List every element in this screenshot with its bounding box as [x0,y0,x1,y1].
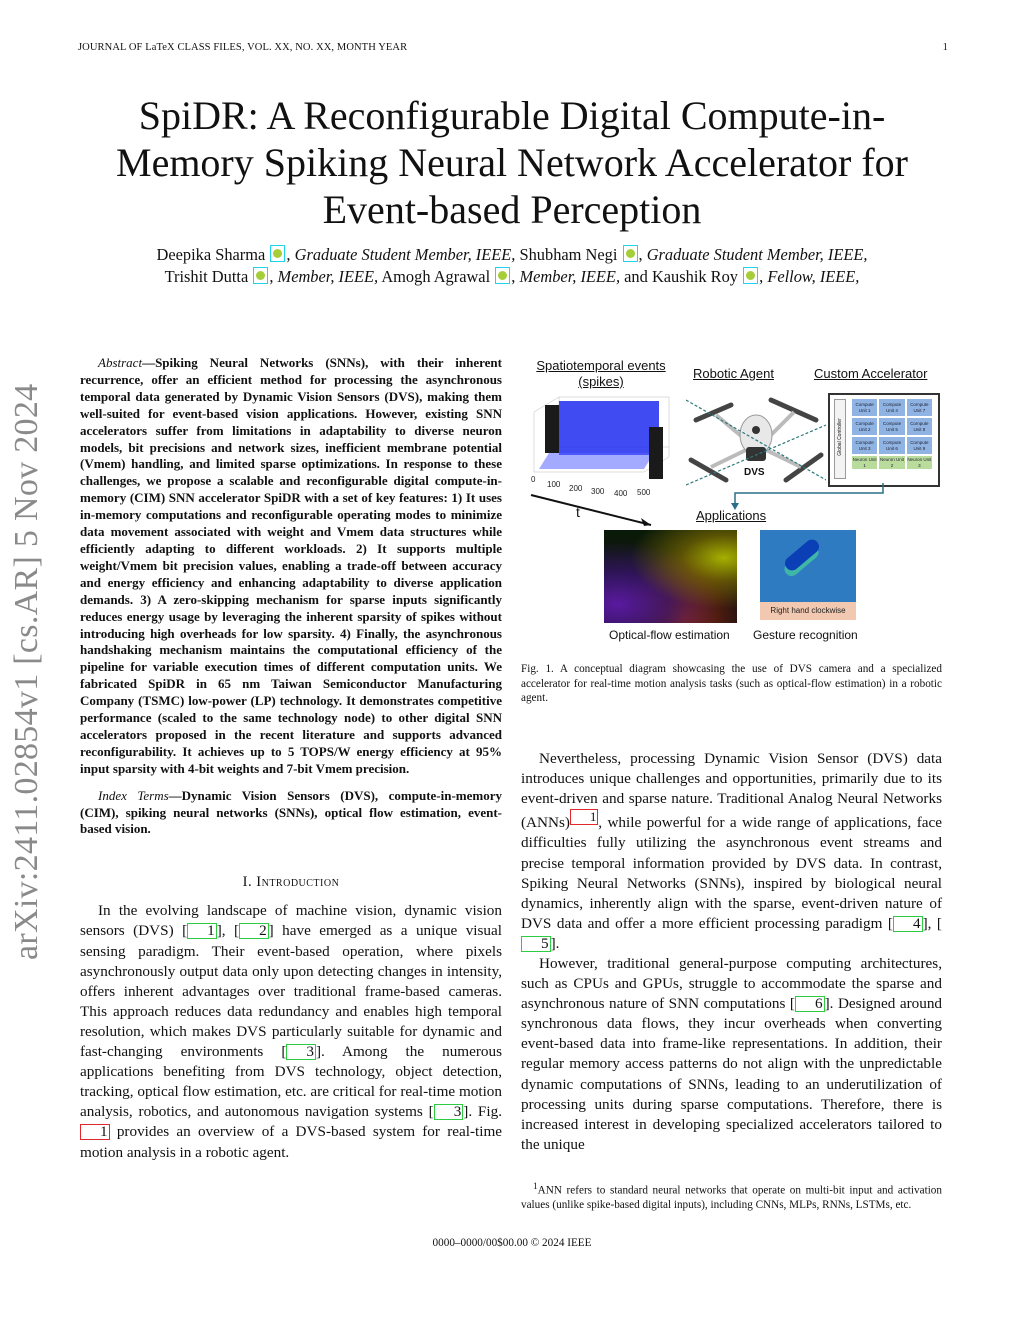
figure-ref-link[interactable]: 1 [80,1124,110,1140]
label-applications: Applications [696,508,767,523]
propeller [771,400,816,420]
citation-link[interactable]: 1 [187,923,217,939]
event-cloud [559,401,659,455]
compute-unit: Compute Unit 1 [852,399,877,416]
abstract-text: —Spiking Neural Networks (SNNs), with their inherent recurrence, offer an efficient method for processing the asynchronous temporal data generated by Dynamic Vision Sensors (DVS), making them well-suited for event-based vision applications. However, existing SNN accelerators suffer from limitations in adaptability to diverse neuron models, bit precisions and network sizes, inefficient membrane potential (Vmem) handling, and limited sparse optimizations. In response to these challenges, we propose a scalable and reconfigurable digital compute-in-memory (CIM) SNN accelerator SpiDR with a set of key features: 1) It uses in-memory computations and reconfigurable operating modes to minimize data movement associated with weight and Vmem data structures while efficiently adapting to different workloads. 2) It supports multiple weight/Vmem bit precision values, enabling a trade-off between accuracy and energy efficiency and enhancing adaptability to diverse application demands. 3) A zero-skipping mechanism for sparse inputs significantly reduces energy usage by leveraging the inherent sparsity of spikes without introducing high overheads for low sparsity. 4) Finally, the asynchronous handshaking mechanism maintains the computational efficiency of the pipeline for variable execution times of different computation units. We fabricated SpiDR in 65 nm Taiwan Semiconductor Manufacturing Company (TSMC) low-power (LP) technology. It demonstrates competitive performance (scaled to the same technology node) to other digital SNN accelerators proposed in the recent literature and supports advanced reconfigurability. It achieves up to 5 TOPS/W energy efficiency at 95% input sparsity with 4-bit weights and 7-bit Vmem precision. [80,355,502,776]
author-name: Trishit Dutta [164,267,249,286]
time-axis-label: t [576,504,580,520]
tick-label: 100 [547,480,561,489]
right-column [521,749,942,1155]
arxiv-stamp: arXiv:2411.02854v1 [cs.AR] 5 Nov 2024 [8,383,45,960]
left-column [80,355,502,1163]
global-controller: Global Controller [834,399,846,479]
author-list: Deepika Sharma , Graduate Student Member, IEEE, Shubham Negi , Graduate Student Member, IEEE, Trishit Dutta , Member, IEEE, Amogh Agrawal , Member, IEEE, and Kaushik Roy , Fellow, IEEE, [156,245,868,286]
event-cloud-lower [539,453,654,469]
footnote-mark: 1 [533,1182,538,1192]
compute-unit: Compute Unit 9 [907,437,932,454]
event-slab-back [545,405,559,453]
time-arrow [521,490,661,530]
author-role: Member, IEEE, [277,267,379,286]
neuron-unit: Neuron Unit 3 [907,457,932,468]
abstract [80,355,502,778]
compute-unit: Compute Unit 5 [879,418,904,435]
compute-unit: Compute Unit 4 [879,399,904,416]
optical-flow-image [604,530,737,623]
citation-link[interactable]: 2 [239,923,269,939]
author-role: Member, IEEE, [519,267,621,286]
figure-caption: Fig. 1. A conceptual diagram showcasing the use of DVS camera and a specialized accelerator for real-time motion analysis tasks (such as optical-flow estimation) in a robotic agent. [521,663,942,705]
footnote [521,1180,942,1213]
tick-label: 300 [591,487,605,496]
citation-link[interactable]: 5 [521,936,551,952]
dvs-label: DVS [744,467,765,478]
intro-paragraph-3: However, traditional general-purpose computing architectures, such as CPUs and GPUs, struggle to accommodate the sparse and asynchronous nature of SNN computations [ 6 ]. Designed around synchronous data flows, they incur overheads when converting event-based data into frame-like representations. In addition, their regular memory access patterns do not align with the unpredictable dynamic computations of SNNs, leading to an underutilization of processing units during sparse computations. Therefore, there is increased interest in developing specialized accelerators tailored to the unique [521,955,943,1153]
journal-name: JOURNAL OF LaTeX CLASS FILES, VOL. XX, NO. XX, MONTH YEAR [78,42,408,53]
camera-gimbal [746,447,766,461]
paper-title: SpiDR: A Reconfigurable Digital Compute-in-Memory Spiking Neural Network Accelerator for Event-based Perception [116,93,908,232]
orcid-icon[interactable] [495,267,510,284]
tick-label: 400 [614,489,628,497]
propeller [696,405,731,420]
drone-image [686,385,826,495]
app-caption-optical-flow: Optical-flow estimation [609,628,730,642]
author-role: Graduate Student Member, IEEE, [646,245,868,264]
citation-link[interactable]: 3 [434,1104,464,1120]
section-number: I. [242,874,253,891]
footnote-link[interactable]: 1 [570,809,598,825]
spike-event-plot [529,387,674,497]
orcid-icon[interactable] [743,267,758,284]
citation-link[interactable]: 4 [893,916,923,932]
author-role: Fellow, IEEE, [767,267,860,286]
compute-unit: Compute Unit 6 [879,437,904,454]
running-header [78,42,948,53]
index-terms-lead: Index Terms [98,787,169,803]
orcid-icon[interactable] [623,245,638,262]
unit-grid [852,399,932,469]
gesture-image [760,530,856,620]
citation-link[interactable]: 3 [286,1044,316,1060]
compute-unit: Compute Unit 8 [907,418,932,435]
gesture-label: Right hand clockwise [760,602,856,620]
app-caption-gesture: Gesture recognition [753,628,858,642]
index-terms [80,788,502,839]
author-name: Deepika Sharma [156,245,266,264]
event-slab-front [649,427,663,479]
intro-paragraph-1: In the evolving landscape of machine vision, dynamic vision sensors (DVS) [ 1 ], [ 2 ] have emerged as a unique visual sensing paradigm. Their event-based operation, where pixels asynchronously output data only upon detecting changes in intensity, offers inherent advantages over traditional frame-based cameras. This approach reduces data redundancy and enables high temporal resolution, which makes DVS particularly suitable for dynamic and fast-changing environments [ 3 ]. Among the numerous applications benefiting from DVS technology, object detection, tracking, optical flow estimation, etc. are critical for real-time motion analysis, robotics, and autonomous navigation systems [ 3 ]. Fig. 1 provides an overview of a DVS-based system for real-time motion analysis in a robotic agent. [80,902,503,1161]
compute-unit: Compute Unit 7 [907,399,932,416]
author-name: Shubham Negi [519,245,618,264]
author-conjunction: and [624,267,648,286]
compute-unit: Compute Unit 2 [852,418,877,435]
label-robotic-agent: Robotic Agent [693,366,774,381]
tick-label: 200 [569,484,583,493]
author-name: Kaushik Roy [651,267,738,286]
author-name: Amogh Agrawal [381,267,491,286]
tick-label: 0 [531,475,536,484]
tick-label: 500 [637,488,651,497]
citation-link[interactable]: 6 [795,996,825,1012]
accelerator-diagram [828,393,940,487]
orcid-icon[interactable] [270,245,285,262]
section-title: Introduction [256,874,340,891]
orcid-icon[interactable] [253,267,268,284]
neuron-unit: Neuron Unit 1 [852,457,877,468]
label-spatiotemporal: Spatiotemporal events (spikes) [536,358,666,389]
compute-unit: Compute Unit 3 [852,437,877,454]
copyright-footer: 0000–0000/00$00.00 © 2024 IEEE [432,1237,592,1249]
section-heading [80,874,502,891]
author-role: Graduate Student Member, IEEE, [294,245,516,264]
page-number: 1 [942,42,948,53]
intro-paragraph-2: Nevertheless, processing Dynamic Vision Sensor (DVS) data introduces unique challenges and opportunities, primarily due to its event-driven and sparse nature. Traditional Analog Neural Networks (ANNs) $^1$ , while powerful for a wide range of applications, face difficulties fully utilizing the asynchronous event streams and precise temporal information provided by DVS data. In contrast, Spiking Neural Networks (SNNs), inspired by biological neural dynamics, inherently align with the sparse, event-driven nature of DVS data and offer a more efficient processing paradigm [ 4 ], [5 ]. [521,750,942,952]
index-terms-text: —Dynamic Vision Sensors (DVS), compute-in-memory (CIM), spiking neural networks (SNNs), optical flow estimation, event-based vision. [80,787,502,837]
abstract-lead: Abstract [98,355,143,370]
neuron-unit: Neuron Unit 2 [879,457,904,468]
figure-1 [521,355,942,655]
sensor-icon [752,426,760,434]
footnote-text: ANN refers to standard neural networks that operate on multi-bit input and activation values (unlike spike-based digital inputs), including CNNs, MLPs, RNNs, LSTMs, etc. [521,1184,942,1212]
hand-shape [782,537,822,573]
label-custom-accelerator: Custom Accelerator [814,366,928,381]
